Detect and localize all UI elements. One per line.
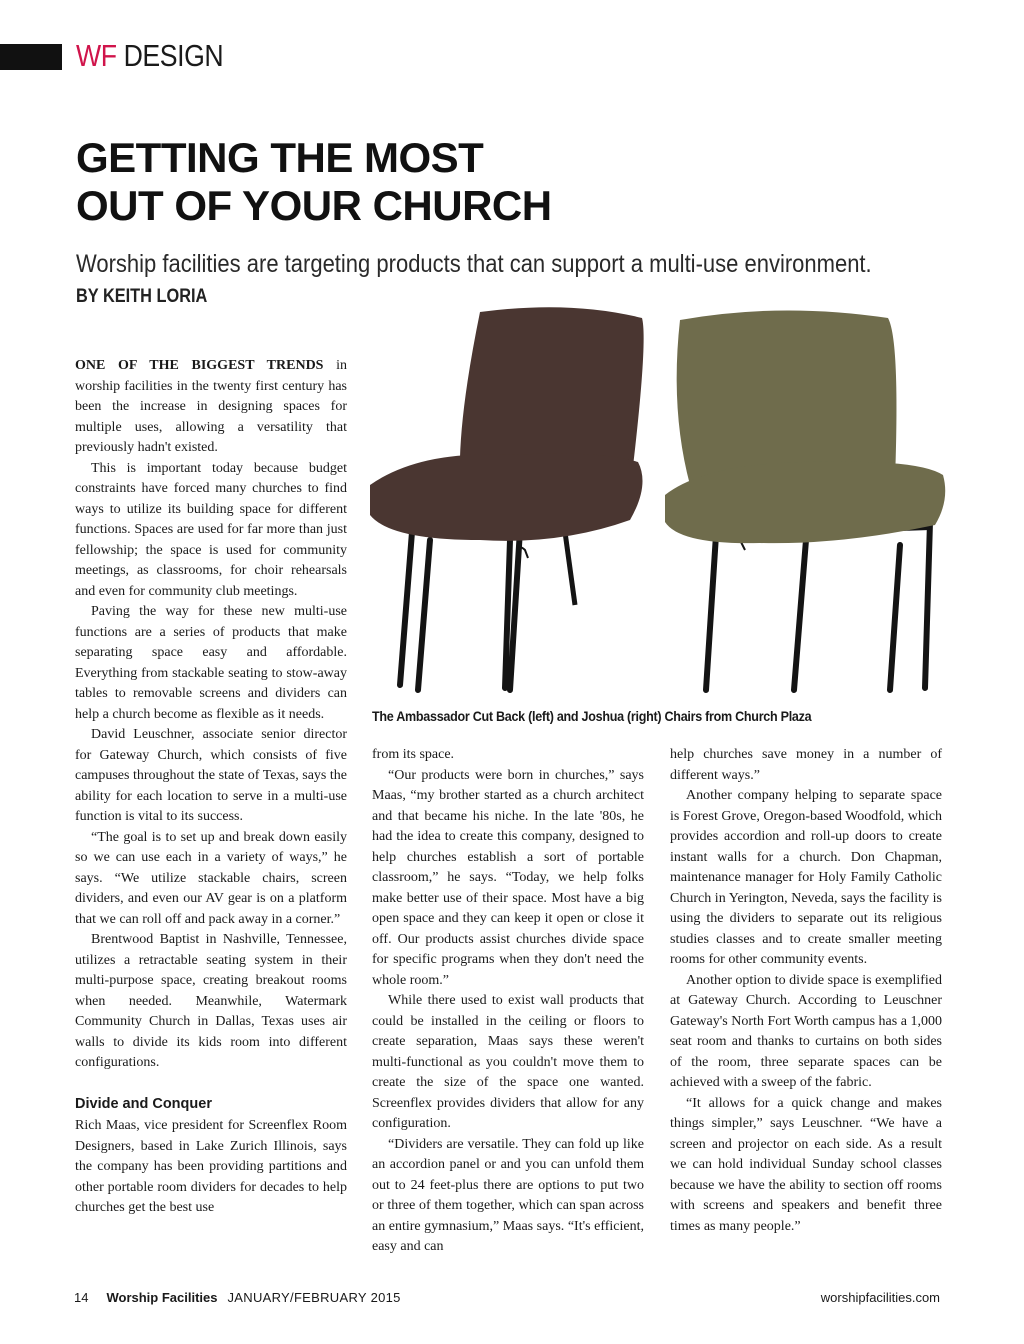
paragraph: While there used to exist wall products that could be installed in the ceiling or floors to create separation, Maas says these weren't multi-functional as you couldn't move them to create the size of the space one wanted. Screenflex provides dividers that allow for any configuration. <box>372 993 644 1131</box>
page-number: 14 <box>74 1290 89 1305</box>
article-title <box>76 134 552 230</box>
section-accent: WF <box>76 38 117 73</box>
article-column-3 <box>670 745 942 1237</box>
paragraph: “The goal is to set up and break down easily so we can use each in a variety of ways,” he says. “We utilize stackable chairs, screen dividers, and even our AV gear is on a platform that we can roll off and pack away in a corner.” <box>75 829 347 927</box>
section-name: DESIGN <box>123 38 224 73</box>
page-footer <box>74 1290 401 1305</box>
paragraph: Brentwood Baptist in Nashville, Tennessee, utilizes a retractable seating system in their multi-purpose space, creating breakout rooms when needed. Meanwhile, Watermark Community Church in Dallas, Texas uses air walls to divide its kids room into different configurations. <box>75 932 347 1070</box>
right-chair <box>665 310 945 690</box>
paragraph: Another option to divide space is exemplified at Gateway Church. According to Leuschner Gateway's North Fort Worth campus has a 1,000 seat room and thanks to curtains on both sides of the room, three separate spaces can be achieved with a sweep of the fabric. <box>670 972 942 1090</box>
left-chair <box>370 307 644 690</box>
section-label <box>76 36 223 76</box>
paragraph: “It allows for a quick change and makes things simpler,” says Leuschner. “We have a screen and projector on each side. As a result we can hold individual Sunday school classes because we have the ability to section off rooms with screens and speakers and benefit three times as many people.” <box>670 1095 942 1234</box>
paragraph: “Our products were born in churches,” says Maas, “my brother started as a church architect and that became his niche. In the late '80s, he had the idea to create this company, designed to help churches establish a sort of portable classroom,” he says. “Today, we help folks make better use of their space. Most have a big open space and they can keep it open or close it off. Our products assist churches divide space for specific programs when they don't need the whole room.” <box>372 767 644 988</box>
chairs-photo <box>360 300 956 700</box>
paragraph: This is important today because budget constraints have forced many churches to find ways to utilize its building space for different functions. Spaces are used for far more than just fellowship; the space is used for community meetings, as classrooms, for choir rehearsals and even for community club meetings. <box>75 460 347 599</box>
section-marker-bar <box>0 44 62 70</box>
subheading: Divide and Conquer <box>75 1095 212 1112</box>
photo-caption: The Ambassador Cut Back (left) and Joshua (right) Chairs from Church Plaza <box>372 709 812 724</box>
paragraph: “Dividers are versatile. They can fold up like an accordion panel or and you can unfold them out to 24 feet-plus there are options to put two or three of them together, which can span across an entire gymnasium,” Maas says. “It's efficient, easy and can <box>372 1136 644 1254</box>
paragraph: help churches save money in a number of different ways.” <box>670 747 942 783</box>
paragraph: Rich Maas, vice president for Screenflex Room Designers, based in Lake Zurich Illinois, says the company has been providing partitions and other portable room dividers for decades to help churches get the best use <box>75 1118 347 1215</box>
paragraph: David Leuschner, associate senior director for Gateway Church, which consists of five campuses throughout the state of Texas, says the ability for each location to serve in a multi-use function is vital to its success. <box>75 727 347 824</box>
website-url: worshipfacilities.com <box>820 1290 940 1305</box>
title-line-1: GETTING THE MOST <box>76 134 484 181</box>
lead-in: ONE OF THE BIGGEST TRENDS <box>75 358 324 373</box>
paragraph: Another company helping to separate space is Forest Grove, Oregon-based Woodfold, which provides accordion and roll-up doors to create instant walls for a church. Don Chapman, maintenance manager for Holy Family Catholic Church in Yerington, Neveda, says the facility is using the dividers to separate out its religious studies classes and to create smaller meeting rooms for other community events. <box>670 788 942 967</box>
article-column-2 <box>372 745 644 1258</box>
article-deck: Worship facilities are targeting products that can support a multi-use environment. <box>76 250 872 278</box>
paragraph: ONE OF THE BIGGEST TRENDS in worship facilities in the twenty first century has been the increase in designing spaces for multiple uses, allowing a versatility that previously hadn't existed. <box>75 358 348 455</box>
issue-date: JANUARY/FEBRUARY 2015 <box>227 1290 401 1305</box>
paragraph: from its space. <box>372 747 455 762</box>
paragraph: Paving the way for these new multi-use functions are a series of products that make separating space easy and affordable. Everything from stackable seating to stow-away tables to removable screens and dividers can help a church become as flexible as it needs. <box>75 604 347 722</box>
title-line-2: OUT OF YOUR CHURCH <box>76 182 552 229</box>
article-column-1 <box>75 356 347 1219</box>
article-byline: BY KEITH LORIA <box>76 286 208 307</box>
publication-name: Worship Facilities <box>106 1290 218 1305</box>
